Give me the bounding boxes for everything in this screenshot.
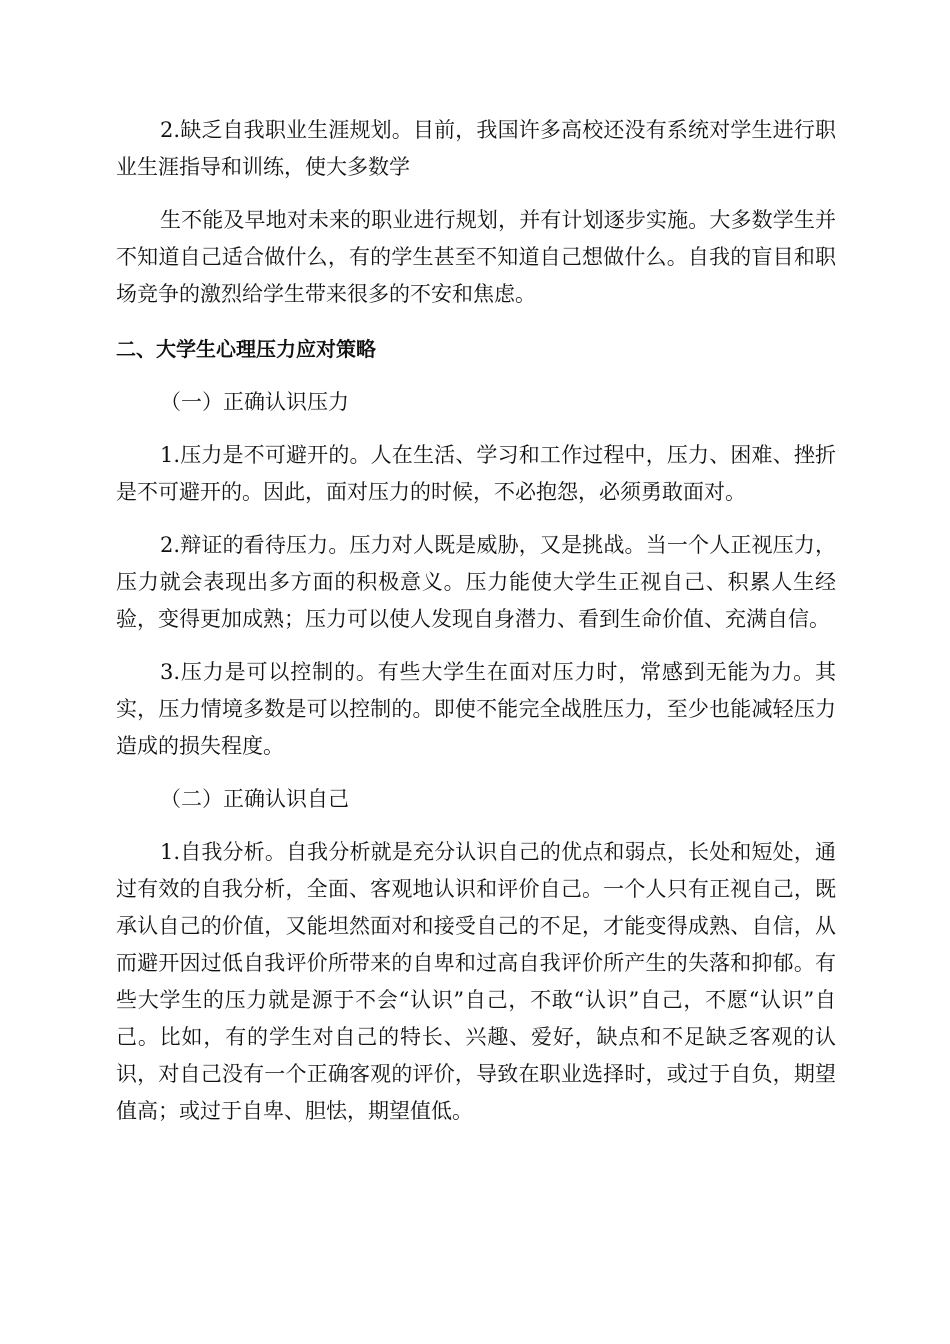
subsection-title-pressure: （一）正确认识压力 bbox=[160, 390, 349, 414]
paragraph-self-analysis: 1.自我分析。自我分析就是充分认识自己的优点和弱点，长处和短处，通过有效的自我分析，全面、客观地认识和评价自己。一个人只有正视自己，既承认自己的价值，又能坦然面对和接受自己的不足，才能变得成熟、自信，从而避开因过低自我评价所带来的自卑和过高自我评价所产生的失落和抑郁。有些大学生的压力就是源于不会“认识”自己，不敢“认识”自己，不愿“认识”自己。比如，有的学生对自己的特长、兴趣、爱好，缺点和不足缺乏客观的认识，对自己没有一个正确客观的评价，导致在职业选择时，或过于自负，期望值高；或过于自卑、胆怯，期望值低。 bbox=[116, 840, 836, 1123]
paragraph-career-planning-continued: 生不能及早地对未来的职业进行规划，并有计划逐步实施。大多数学生并不知道自己适合做什么，有的学生甚至不知道自己想做什么。自我的盲目和职场竞争的激烈给学生带来很多的不安和焦虑。 bbox=[116, 208, 836, 306]
paragraph-pressure-dialectical: 2.辩证的看待压力。压力对人既是威胁，又是挑战。当一个人正视压力，压力就会表现出多方面的积极意义。压力能使大学生正视自己、积累人生经验，变得更加成熟；压力可以使人发现自身潜力、看到生命价值、充满自信。 bbox=[116, 533, 836, 631]
section-heading: 二、大学生心理压力应对策略 bbox=[116, 337, 376, 361]
paragraph-pressure-unavoidable: 1.压力是不可避开的。人在生活、学习和工作过程中，压力、困难、挫折是不可避开的。因此，面对压力的时候，不必抱怨，必须勇敢面对。 bbox=[116, 443, 836, 504]
subsection-title-self: （二）正确认识自己 bbox=[160, 787, 349, 811]
paragraph-career-planning: 2.缺乏自我职业生涯规划。目前，我国许多高校还没有系统对学生进行职业生涯指导和训练，使大多数学 bbox=[116, 118, 836, 179]
document-page bbox=[116, 112, 836, 1130]
paragraph-pressure-controllable: 3.压力是可以控制的。有些大学生在面对压力时，常感到无能为力。其实，压力情境多数是可以控制的。即使不能完全战胜压力，至少也能减轻压力造成的损失程度。 bbox=[116, 660, 836, 758]
